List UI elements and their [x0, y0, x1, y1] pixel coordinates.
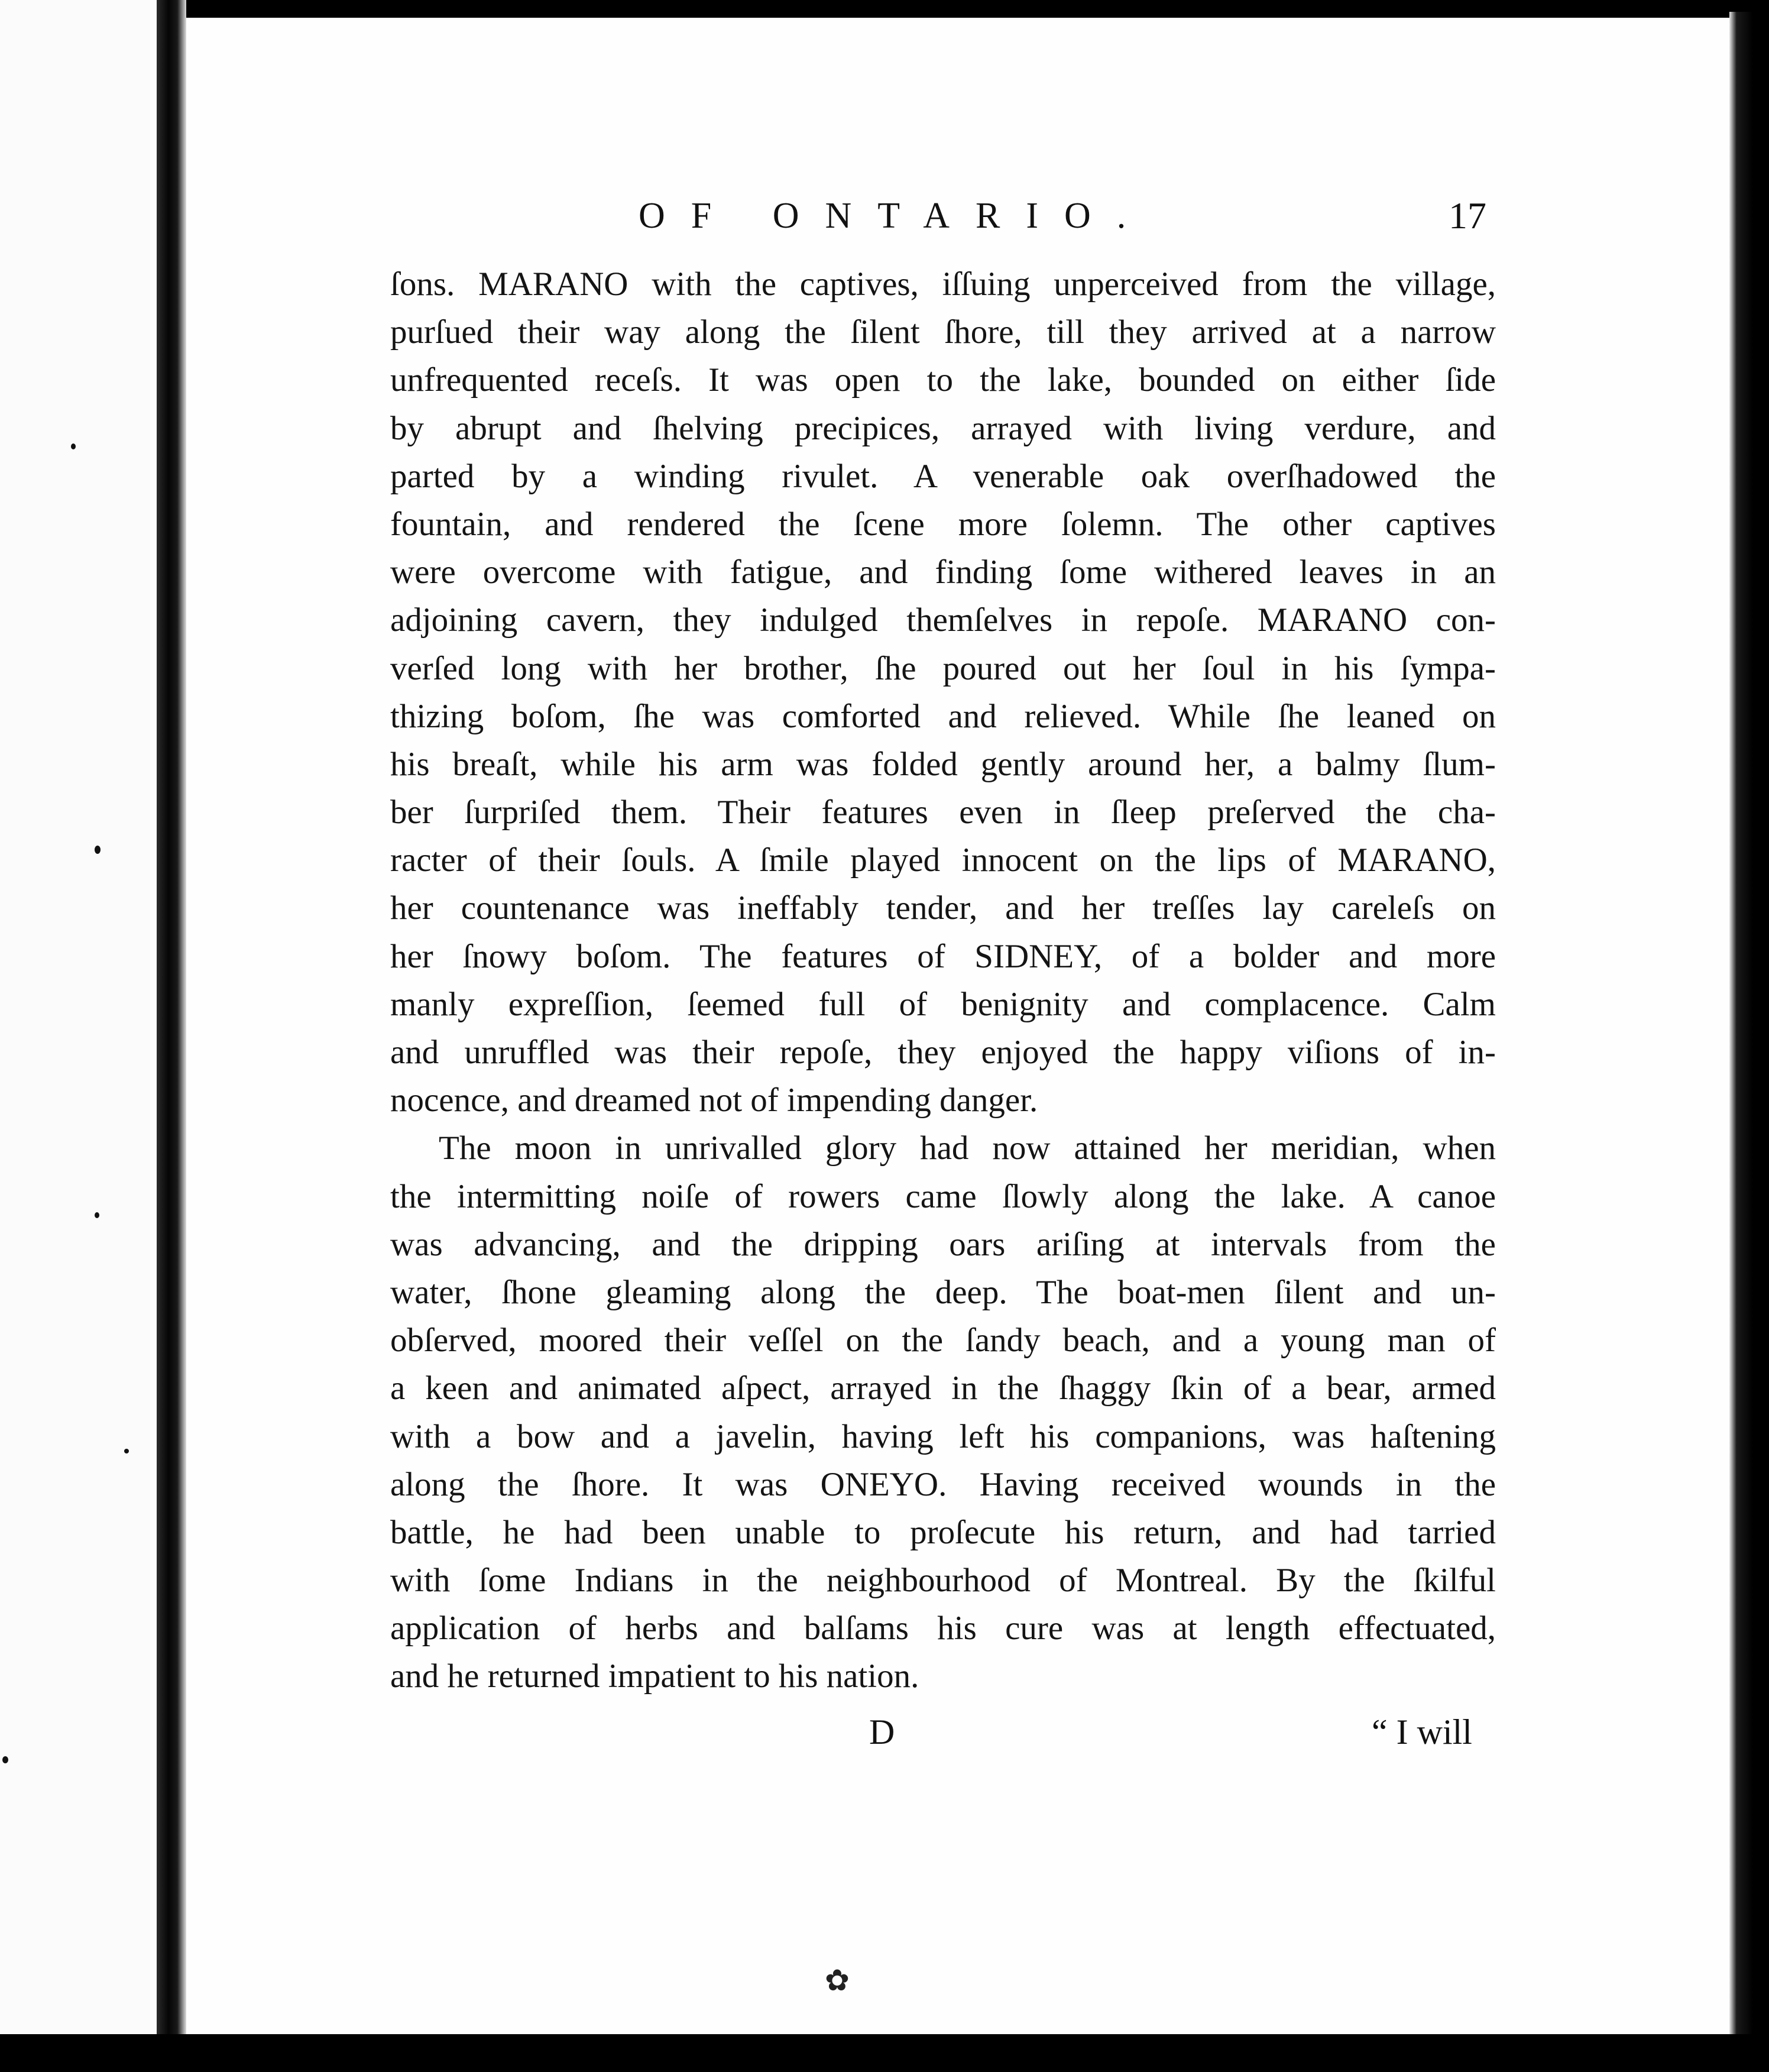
text-line: her countenance was ineffably tender, and her treſſes lay careleſs on: [390, 889, 1496, 927]
text-line: adjoining cavern, they indulged themſelves in repoſe. MARANO con-: [390, 601, 1496, 639]
ink-speck: [124, 1449, 129, 1453]
text-line: obſerved, moored their veſſel on the ſandy beach, and a young man of: [390, 1322, 1496, 1359]
ink-speck: [95, 846, 101, 854]
ink-speck: [71, 443, 76, 449]
text-line: were overcome with fatigue, and finding ſome withered leaves in an: [390, 553, 1496, 591]
paragraph-2: [390, 1124, 1496, 1700]
text-line: ſons. MARANO with the captives, iſſuing unperceived from the village,: [390, 266, 1496, 303]
catchword: “ I will: [1372, 1712, 1472, 1752]
text-line: the intermitting noiſe of rowers came ſlowly along the lake. A canoe: [390, 1177, 1496, 1215]
page-number: 17: [1449, 195, 1486, 237]
text-line: The moon in unrivalled glory had now attained her meridian, when: [439, 1129, 1496, 1167]
text-line: verſed long with her brother, ſhe poured out her ſoul in his ſympa-: [390, 649, 1496, 687]
text-line: a keen and animated aſpect, arrayed in the ſhaggy ſkin of a bear, armed: [390, 1370, 1496, 1407]
paragraph-1: [390, 260, 1496, 1124]
text-line: her ſnowy boſom. The features of SIDNEY, of a bolder and more: [390, 937, 1496, 975]
text-line: water, ſhone gleaming along the deep. The boat-men ſilent and un-: [390, 1273, 1496, 1311]
text-line: thizing boſom, ſhe was comforted and relieved. While ſhe leaned on: [390, 697, 1496, 735]
text-line: and unruffled was their repoſe, they enjoyed the happy viſions of in-: [390, 1034, 1496, 1071]
left-page-edge: [0, 0, 157, 2034]
text-line: with a bow and a javelin, having left his companions, was haſtening: [390, 1417, 1496, 1455]
text-line: unfrequented receſs. It was open to the lake, bounded on either ſide: [390, 361, 1496, 399]
text-line: his breaſt, while his arm was folded gently around her, a balmy ſlum-: [390, 745, 1496, 783]
signature-mark: D: [869, 1712, 895, 1752]
ink-speck: [95, 1212, 99, 1218]
right-page-edge: [1729, 12, 1753, 2034]
body-text: [390, 260, 1496, 1701]
text-line: and he returned impatient to his nation.: [390, 1657, 919, 1695]
text-line: by abrupt and ſhelving precipices, arrayed with living verdure, and: [390, 409, 1496, 447]
text-line: nocence, and dreamed not of impending danger.: [390, 1082, 1038, 1119]
text-line: parted by a winding rivulet. A venerable oak overſhadowed the: [390, 457, 1496, 495]
text-line: battle, he had been unable to proſecute his return, and had tarried: [390, 1513, 1496, 1551]
text-line: application of herbs and balſams his cure was at length effectuated,: [390, 1610, 1496, 1647]
text-line: ber ſurpriſed them. Their features even in ſleep preſerved the cha-: [390, 794, 1496, 831]
text-line: fountain, and rendered the ſcene more ſolemn. The other captives: [390, 505, 1496, 543]
text-line: with ſome Indians in the neighbourhood of Montreal. By the ſkilful: [390, 1562, 1496, 1600]
text-line: along the ſhore. It was ONEYO. Having received wounds in the: [390, 1465, 1496, 1503]
book-gutter: [157, 0, 186, 2034]
library-stamp-icon: ✿: [825, 1964, 850, 1997]
text-line: racter of their ſouls. A ſmile played innocent on the lips of MARANO,: [390, 841, 1496, 879]
running-head-title: OF ONTARIO.: [639, 196, 1152, 236]
text-line: manly expreſſion, ſeemed full of benignity and complacence. Calm: [390, 985, 1496, 1023]
text-line: purſued their way along the ſilent ſhore, till they arrived at a narrow: [390, 313, 1496, 351]
ink-speck: [2, 1756, 8, 1763]
text-line: was advancing, and the dripping oars ariſing at intervals from the: [390, 1225, 1496, 1263]
